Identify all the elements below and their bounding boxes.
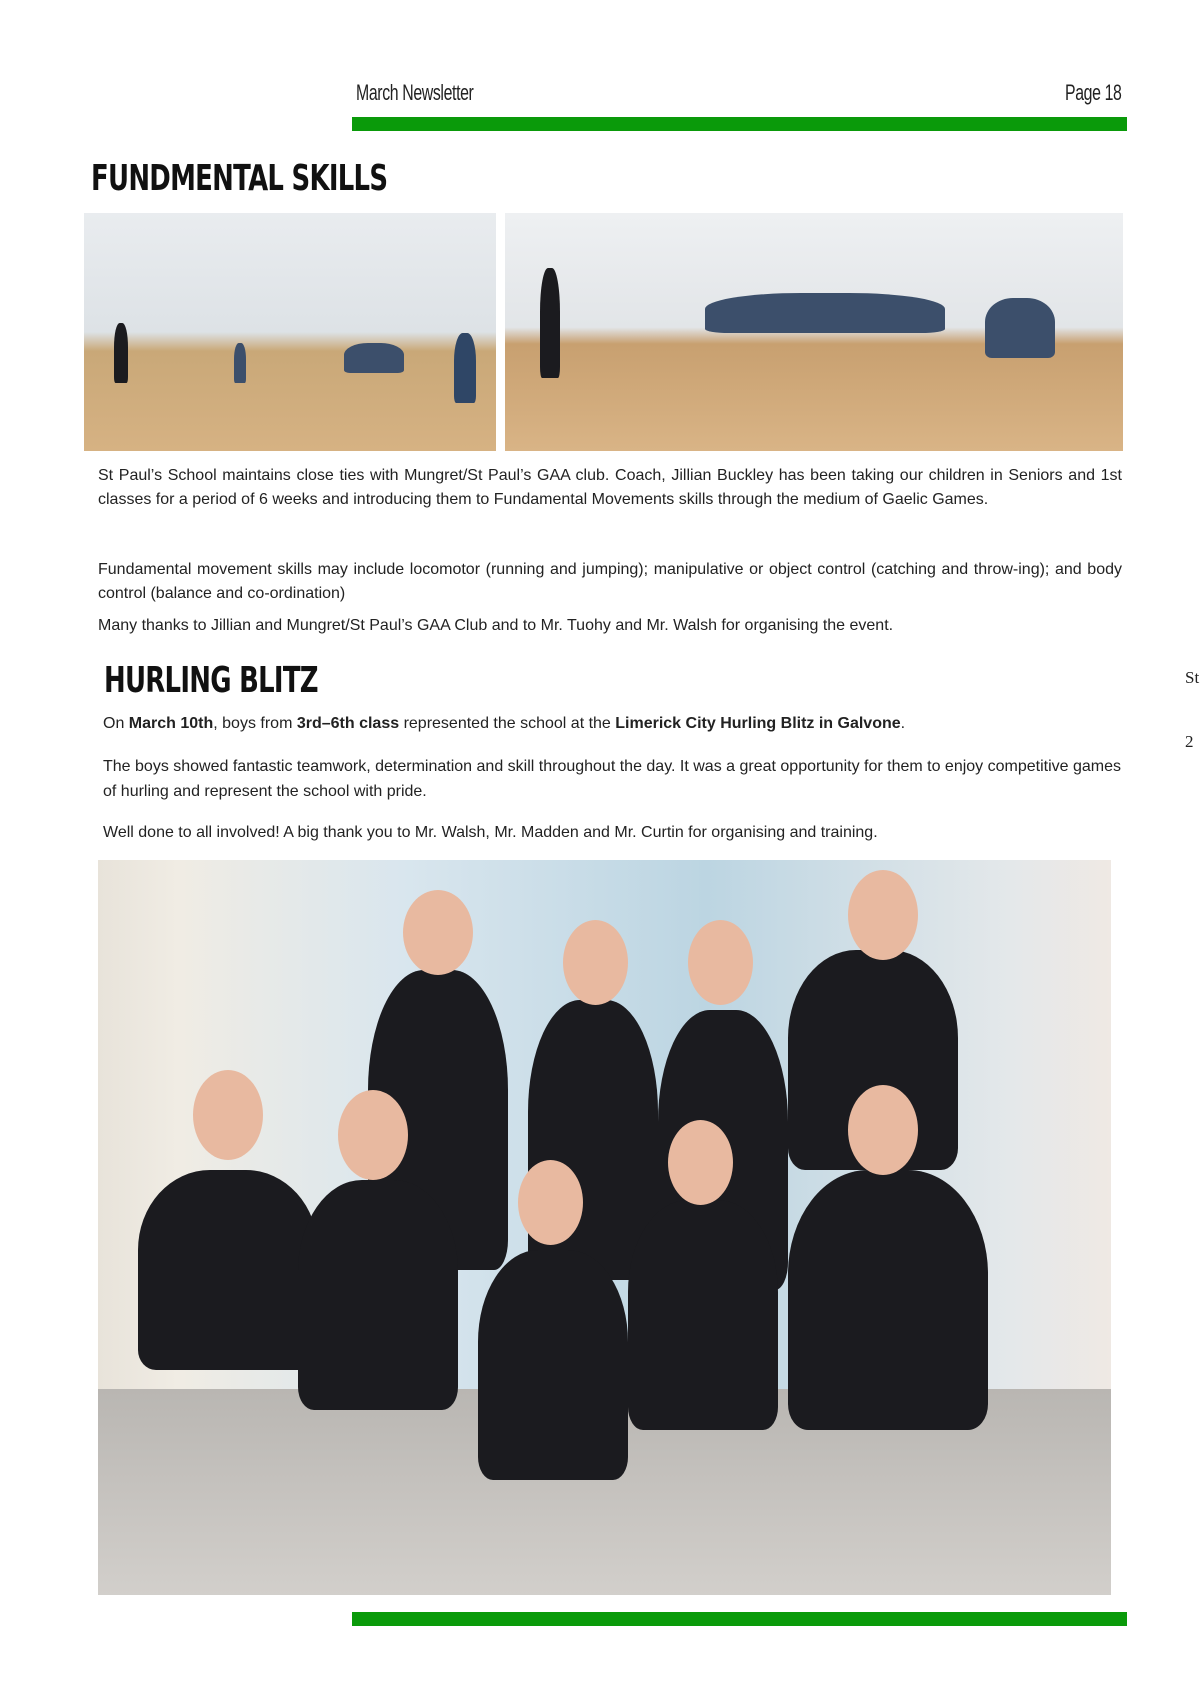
header-divider xyxy=(352,117,1127,131)
text: On xyxy=(103,715,129,732)
event: Limerick City Hurling Blitz in Galvone xyxy=(615,715,901,732)
page-number: Page 18 xyxy=(1065,80,1122,105)
gym-photo-left xyxy=(84,213,496,451)
fundamental-paragraph-3: Many thanks to Jillian and Mungret/St Paul’s GAA Club and to Mr. Tuohy and Mr. Walsh for organising the event. xyxy=(98,617,894,634)
date: March 10th xyxy=(128,715,214,732)
hurling-paragraph-2: The boys showed fantastic teamwork, determination and skill throughout the day. It was a great opportunity for them to enjoy competitive games of hurling and represent the school with pride. xyxy=(103,758,1122,800)
newsletter-title: March Newsletter xyxy=(356,80,474,105)
fundamental-paragraph-1: St Paul’s School maintains close ties with Mungret/St Paul’s GAA club. Coach, Jillian Buckley has been taking our children in Seniors and 1st classes for a period of 6 weeks and introducing them to Fundamental Movements skills through the medium of Gaelic Games. xyxy=(98,467,1122,508)
section-title-hurling: HURLING BLITZ xyxy=(104,660,318,701)
text: represented the school at the xyxy=(399,715,616,732)
section-title-fundamental: FUNDMENTAL SKILLS xyxy=(91,158,388,199)
adjacent-page-text: 2 xyxy=(1185,732,1194,751)
footer-divider xyxy=(352,1612,1127,1626)
text: , boys from xyxy=(213,715,297,732)
hurling-paragraph-3: Well done to all involved! A big thank you to Mr. Walsh, Mr. Madden and Mr. Curtin for organising and training. xyxy=(103,824,878,841)
team-photo xyxy=(98,860,1111,1595)
fundamental-paragraph-2: Fundamental movement skills may include locomotor (running and jumping); manipulative or object control (catching and throw-ing); and body control (balance and co-ordination) xyxy=(98,561,1122,602)
classes: 3rd–6th class xyxy=(296,715,400,732)
gym-photo-right xyxy=(505,213,1123,451)
text: . xyxy=(900,715,906,732)
hurling-paragraph-1 xyxy=(103,712,1123,736)
adjacent-page-text: St xyxy=(1185,668,1200,687)
